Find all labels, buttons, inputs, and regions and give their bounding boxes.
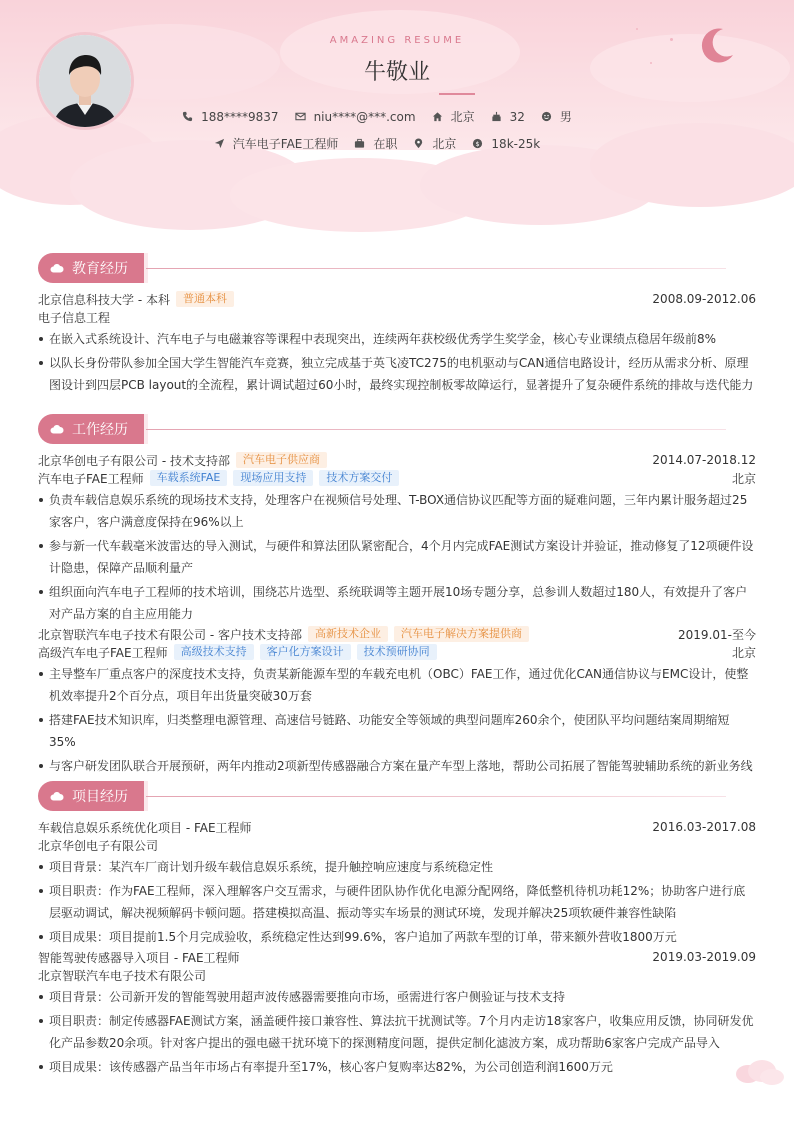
position-tag: 技术预研协同 <box>357 644 437 660</box>
target-position-info: 汽车电子FAE工程师 <box>214 135 339 152</box>
send-icon <box>214 138 225 149</box>
section-title: 教育经历 <box>72 261 128 277</box>
resume-header <box>0 0 794 232</box>
section-title: 项目经历 <box>72 789 128 805</box>
project-name: 智能驾驶传感器导入项目 - FAE工程师 <box>38 950 240 965</box>
section-title-pill <box>38 414 146 444</box>
school-name: 北京信息科技大学 - 本科 <box>38 292 170 307</box>
age-info: 32 <box>491 110 525 124</box>
cloud-icon <box>50 263 64 273</box>
list-item: 项目成果：项目提前1.5个月完成验收，系统稳定性达到99.6%，客户追加了两款车型的订单，带来额外营收1800万元 <box>38 926 756 948</box>
location-pin-icon <box>413 138 424 149</box>
section-divider <box>146 429 726 430</box>
phone-icon <box>182 111 193 122</box>
section-header <box>38 414 756 444</box>
major: 电子信息工程 <box>38 310 111 325</box>
work-entry <box>38 625 756 777</box>
company-name: 北京智联汽车电子技术有限公司 - 客户技术支持部 <box>38 627 302 642</box>
list-item: 参与新一代车载毫米波雷达的导入测试，与硬件和算法团队紧密配合，4个月内完成FAE测试方案设计并验证，推动修复了12项硬件设计隐患，保障产品顺利量产 <box>38 535 756 579</box>
work-date: 2014.07-2018.12 <box>652 453 756 467</box>
project-company: 北京智联汽车电子技术有限公司 <box>38 968 207 983</box>
section-header <box>38 781 756 811</box>
project-company: 北京华创电子有限公司 <box>38 838 159 853</box>
school-tag: 普通本科 <box>176 291 234 307</box>
email-info: niu****@***.com <box>295 110 416 124</box>
section-header <box>38 253 756 283</box>
list-item: 在嵌入式系统设计、汽车电子与电磁兼容等课程中表现突出，连续两年获校级优秀学生奖学金，核心专业课绩点稳居年级前8% <box>38 328 756 350</box>
position-title: 高级汽车电子FAE工程师 <box>38 645 168 660</box>
name-underline <box>439 93 475 95</box>
gender-icon <box>541 111 552 122</box>
work-section <box>38 414 756 777</box>
list-item: 主导整车厂重点客户的深度技术支持，负责某新能源车型的车载充电机（OBC）FAE工作，通过优化CAN通信协议与EMC设计，使整机效率提升2个百分点，项目年出货量突破30万套 <box>38 663 756 707</box>
position-title: 汽车电子FAE工程师 <box>38 471 144 486</box>
section-divider <box>146 796 726 797</box>
project-entry <box>38 948 756 1078</box>
company-tag: 高新技术企业 <box>308 626 388 642</box>
project-date: 2019.03-2019.09 <box>652 950 756 964</box>
position-tag: 技术方案交付 <box>319 470 399 486</box>
work-city: 北京 <box>731 645 756 660</box>
briefcase-icon <box>354 138 365 149</box>
list-item: 与客户研发团队联合开展预研，两年内推动2项新型传感器融合方案在量产车型上落地，帮助公司拓展了智能驾驶辅助系统的新业务线 <box>38 755 756 777</box>
work-date: 2019.01-至今 <box>678 627 756 642</box>
section-divider <box>146 268 726 269</box>
work-city: 北京 <box>731 471 756 486</box>
position-tag: 客户化方案设计 <box>260 644 351 660</box>
job-info-row <box>0 135 774 152</box>
position-tag: 车载系统FAE <box>150 470 228 486</box>
list-item: 搭建FAE技术知识库，归类整理电源管理、高速信号链路、功能安全等领域的典型问题库260余个，使团队平均问题结案周期缩短35% <box>38 709 756 753</box>
section-title: 工作经历 <box>72 422 128 438</box>
company-name: 北京华创电子有限公司 - 技术支持部 <box>38 453 230 468</box>
work-entry <box>38 451 756 625</box>
list-item: 项目职责：制定传感器FAE测试方案，涵盖硬件接口兼容性、算法抗干扰测试等。7个月内走访18家客户，收集应用反馈，协同研发优化产品参数20余项。针对客户提出的强电磁干扰环境下的探测精度问题，提供定制化滤波方案，成功帮助6家客户完成产品导入 <box>38 1010 756 1054</box>
list-item: 项目职责：作为FAE工程师，深入理解客户交互需求，与硬件团队协作优化电源分配网络，降低整机待机功耗12%；协助客户进行底层驱动调试，解决视频解码卡顿问题。搭建模拟高温、振动等实车场景的测试环境，发现并解决25项软硬件兼容性缺陷 <box>38 880 756 924</box>
list-item: 项目成果：该传感器产品当年市场占有率提升至17%，核心客户复购率达82%，为公司创造利润1600万元 <box>38 1056 756 1078</box>
candidate-name: 牛敬业 <box>363 60 430 85</box>
project-date: 2016.03-2017.08 <box>652 820 756 834</box>
cloud-icon <box>50 424 64 434</box>
gender-info: 男 <box>541 108 572 125</box>
list-item: 项目背景：公司新开发的智能驾驶用超声波传感器需要推向市场，亟需进行客户侧验证与技术支持 <box>38 986 756 1008</box>
section-title-pill <box>38 253 146 283</box>
project-section <box>38 781 756 1078</box>
list-item: 以队长身份带队参加全国大学生智能汽车竞赛，独立完成基于英飞凌TC275的电机驱动与CAN通信电路设计，经历从需求分析、原理图设计到四层PCB layout的全流程，累计调试超过60小时，最终实现控制板零故障运行，显著提升了复杂硬件系统的排故与迭代能力 <box>38 352 756 396</box>
education-date: 2008.09-2012.06 <box>652 292 756 306</box>
cloud-icon <box>50 791 64 801</box>
target-city-info: 北京 <box>413 135 456 152</box>
resume-tagline: AMAZING RESUME <box>329 35 465 46</box>
project-entry <box>38 818 756 948</box>
phone-info: 188****9837 <box>182 110 278 124</box>
hometown-info: 北京 <box>432 108 475 125</box>
money-icon <box>472 138 483 149</box>
cloud-decoration-icon <box>730 1056 786 1086</box>
cake-icon <box>491 111 502 122</box>
list-item: 项目背景：某汽车厂商计划升级车载信息娱乐系统，提升触控响应速度与系统稳定性 <box>38 856 756 878</box>
contact-info-row <box>0 108 774 125</box>
education-section <box>38 253 756 396</box>
section-title-pill <box>38 781 146 811</box>
expected-salary-info: $ 18k-25k <box>472 137 540 151</box>
project-name: 车载信息娱乐系统优化项目 - FAE工程师 <box>38 820 252 835</box>
mail-icon <box>295 111 306 122</box>
company-tag: 汽车电子解决方案提供商 <box>394 626 529 642</box>
position-tag: 现场应用支持 <box>233 470 313 486</box>
job-status-info: 在职 <box>354 135 397 152</box>
company-tag: 汽车电子供应商 <box>236 452 327 468</box>
position-tag: 高级技术支持 <box>174 644 254 660</box>
home-icon <box>432 111 443 122</box>
education-entry <box>38 290 756 396</box>
star-icon <box>636 28 638 30</box>
svg-text:$: $ <box>475 139 480 148</box>
list-item: 负责车载信息娱乐系统的现场技术支持，处理客户在视频信号处理、T-BOX通信协议匹配等方面的疑难问题，三年内累计服务超过25家客户，客户满意度保持在96%以上 <box>38 489 756 533</box>
list-item: 组织面向汽车电子工程师的技术培训，围绕芯片选型、系统联调等主题开展10场专题分享，总参训人数超过180人，有效提升了客户对产品方案的自主应用能力 <box>38 581 756 625</box>
